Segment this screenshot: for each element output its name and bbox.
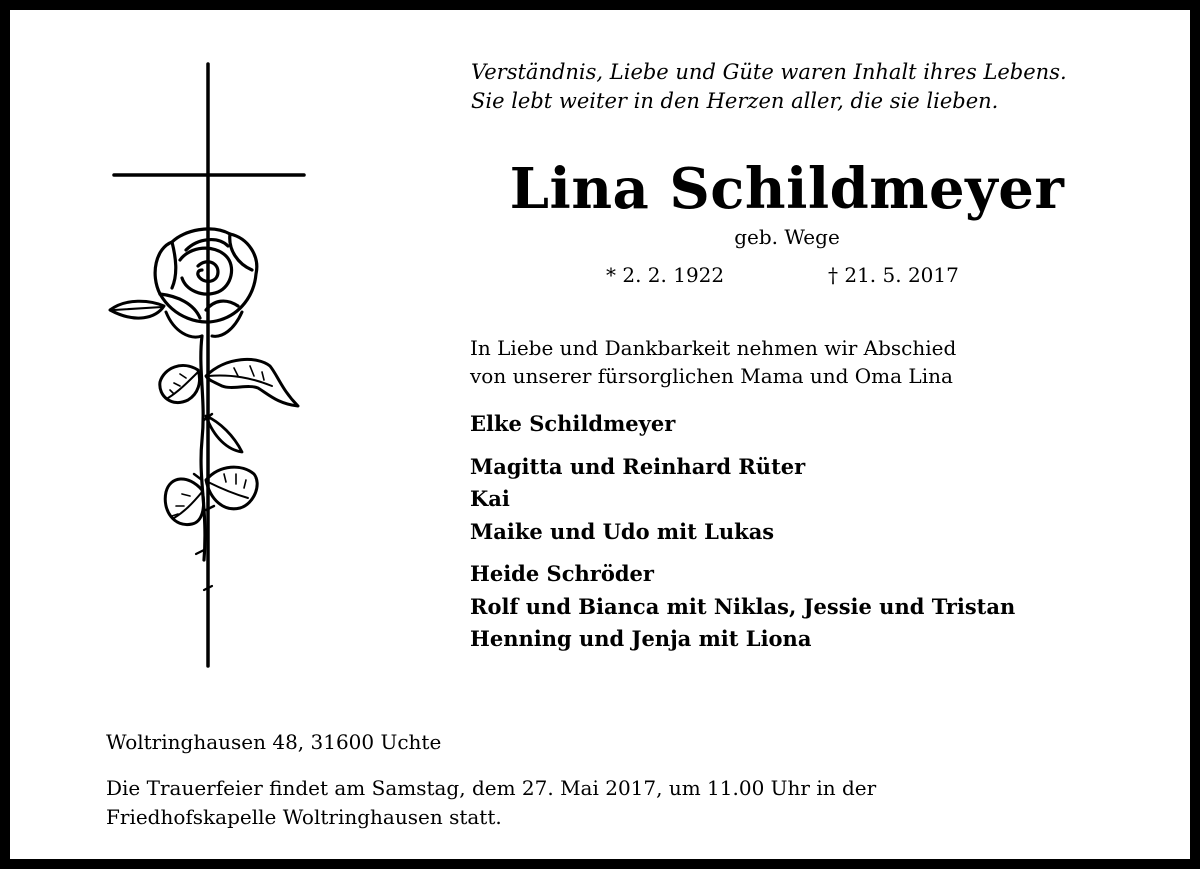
rose-leaf	[160, 366, 200, 403]
rose-stem	[201, 336, 205, 560]
cross-with-rose-icon	[102, 60, 312, 670]
mourner-name: Elke Schildmeyer	[470, 411, 676, 436]
mourner-group	[470, 408, 1015, 441]
service-line: Friedhofskapelle Woltringhausen statt.	[106, 805, 502, 829]
death-date: † 21. 5. 2017	[828, 263, 959, 287]
mourner-name: Rolf und Bianca mit Niklas, Jessie und Tristan	[470, 593, 1016, 619]
rose-leaf	[165, 479, 203, 525]
mourner-name: Maike und Udo mit Lukas	[470, 518, 775, 544]
rose-leaf	[206, 467, 257, 509]
family-address: Woltringhausen 48, 31600 Uchte	[106, 730, 442, 754]
mourners-list	[470, 408, 1015, 656]
quote-line: Sie lebt weiter in den Herzen aller, die sie lieben.	[471, 89, 999, 113]
memorial-quote	[471, 58, 1067, 116]
mourner-name: Henning und Jenja mit Liona	[470, 626, 812, 651]
rose-bloom-icon	[155, 229, 257, 322]
mourner-group	[470, 558, 1015, 656]
maiden-name: geb. Wege	[734, 225, 840, 249]
farewell-line: In Liebe und Dankbarkeit nehmen wir Abschied	[470, 336, 957, 360]
quote-line: Verständnis, Liebe und Güte waren Inhalt ihres Lebens.	[471, 60, 1067, 84]
rose-leaf	[206, 359, 298, 406]
rose-leaf	[206, 416, 242, 452]
mourner-name: Kai	[470, 486, 510, 511]
birth-date: * 2. 2. 1922	[606, 263, 725, 287]
farewell-text	[470, 334, 956, 390]
mourner-name: Magitta und Reinhard Rüter	[470, 453, 806, 479]
service-line: Die Trauerfeier findet am Samstag, dem 27. Mai 2017, um 11.00 Uhr in der	[106, 776, 877, 800]
mourner-group	[470, 451, 1015, 549]
funeral-service-notice	[106, 774, 876, 832]
mourner-name: Heide Schröder	[470, 561, 654, 586]
deceased-name: Lina Schildmeyer	[509, 156, 1065, 222]
farewell-line: von unserer fürsorglichen Mama und Oma Lina	[470, 364, 953, 388]
